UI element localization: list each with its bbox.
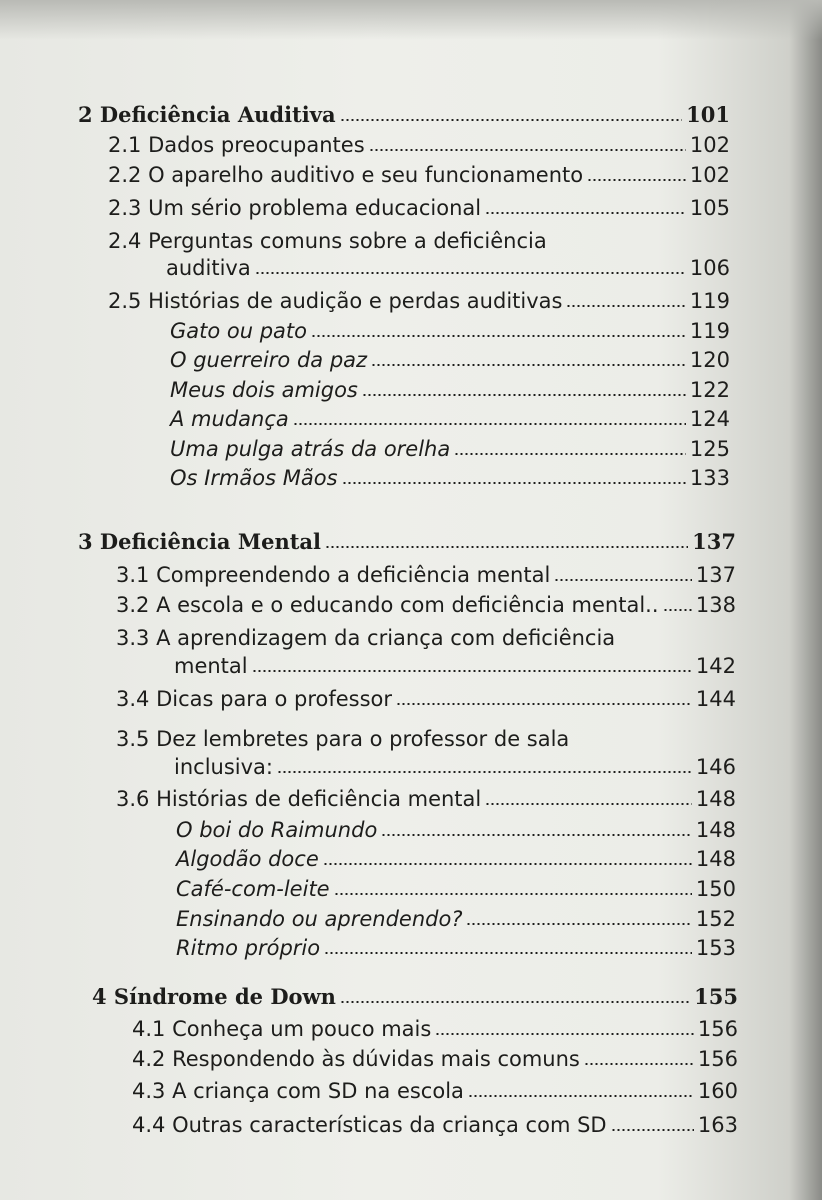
page-number: 156 bbox=[697, 1017, 738, 1041]
page-number: 124 bbox=[689, 407, 730, 431]
toc-entry bbox=[132, 1014, 738, 1044]
entry-label: 3.5 Dez lembretes para o professor de sala bbox=[116, 727, 570, 751]
page-number: 137 bbox=[695, 563, 736, 587]
entry-label: 2.3 Um sério problema educacional bbox=[108, 196, 482, 220]
page-number: 150 bbox=[695, 877, 736, 901]
page-number: 120 bbox=[689, 348, 730, 372]
page-number: 106 bbox=[689, 256, 730, 280]
toc-entry bbox=[116, 684, 736, 714]
page-number: 142 bbox=[695, 654, 736, 678]
page-number: 148 bbox=[695, 787, 736, 811]
toc-entry bbox=[108, 160, 730, 190]
story-title: Os Irmãos Mãos bbox=[170, 466, 338, 490]
entry-label: 3.4 Dicas para o professor bbox=[116, 687, 393, 711]
dot-leader bbox=[454, 453, 686, 455]
page-number: 102 bbox=[689, 133, 730, 157]
dot-leader bbox=[362, 394, 686, 396]
entry-label: 2.5 Histórias de audição e perdas auditivas bbox=[108, 289, 563, 313]
entry-label: 3.1 Compreendendo a deficiência mental bbox=[116, 563, 551, 587]
story-title: Café-com-leite bbox=[176, 877, 330, 901]
dot-leader bbox=[396, 703, 692, 705]
page-number: 102 bbox=[689, 163, 730, 187]
toc-entry-first-line bbox=[116, 724, 736, 754]
entry-label: 4.3 A criança com SD na escola bbox=[132, 1079, 464, 1103]
story-entry bbox=[170, 434, 730, 464]
page-number: 144 bbox=[695, 687, 736, 711]
story-entry bbox=[176, 844, 736, 874]
page-number: 133 bbox=[689, 466, 730, 490]
entry-label-continued: mental bbox=[174, 654, 248, 678]
story-title: O guerreiro da paz bbox=[170, 348, 368, 372]
dot-leader bbox=[255, 272, 686, 274]
page-number: 152 bbox=[695, 907, 736, 931]
dot-leader bbox=[252, 670, 692, 672]
dot-leader bbox=[293, 423, 686, 425]
entry-label: 3.6 Histórias de deficiência mental bbox=[116, 787, 482, 811]
dot-leader bbox=[334, 893, 692, 895]
entry-label: 2.2 O aparelho auditivo e seu funcionamento bbox=[108, 163, 584, 187]
toc-entry bbox=[108, 193, 730, 223]
story-entry bbox=[176, 904, 736, 934]
story-title: A mudança bbox=[170, 407, 289, 431]
entry-label: 3.3 A aprendizagem da criança com deficiência bbox=[116, 626, 616, 650]
dot-leader bbox=[466, 923, 691, 925]
story-title: Meus dois amigos bbox=[170, 378, 358, 402]
page-number: 153 bbox=[695, 936, 736, 960]
dot-leader bbox=[325, 546, 688, 548]
dot-leader bbox=[554, 579, 692, 581]
section-heading bbox=[92, 982, 738, 1012]
page-number: 155 bbox=[694, 984, 738, 1009]
story-entry bbox=[176, 874, 736, 904]
page-number: 119 bbox=[689, 289, 730, 313]
dot-leader bbox=[611, 1129, 694, 1131]
toc-entry bbox=[132, 1044, 738, 1074]
page-number: 122 bbox=[689, 378, 730, 402]
story-title: Uma pulga atrás da orelha bbox=[170, 437, 451, 461]
story-title: Gato ou pato bbox=[170, 319, 308, 343]
story-title: O boi do Raimundo bbox=[176, 818, 378, 842]
story-entry bbox=[170, 463, 730, 493]
toc-entry-first-line bbox=[116, 623, 736, 653]
dot-leader bbox=[324, 952, 692, 954]
story-title: Ensinando ou aprendendo? bbox=[176, 907, 463, 931]
story-entry bbox=[170, 345, 730, 375]
page-number: 101 bbox=[686, 102, 730, 127]
entry-label: 3.2 A escola e o educando com deficiência mental.. bbox=[116, 593, 659, 617]
page-number: 156 bbox=[697, 1047, 738, 1071]
dot-leader bbox=[381, 834, 692, 836]
dot-leader bbox=[311, 335, 686, 337]
toc-entry bbox=[132, 1076, 738, 1106]
dot-leader bbox=[584, 1063, 694, 1065]
dot-leader bbox=[340, 1001, 690, 1003]
story-entry bbox=[170, 404, 730, 434]
toc-entry-continuation bbox=[166, 253, 730, 283]
toc-entry-continuation bbox=[174, 752, 736, 782]
dot-leader bbox=[663, 609, 692, 611]
toc-entry bbox=[116, 590, 736, 620]
story-title: Algodão doce bbox=[176, 847, 319, 871]
page-number: 148 bbox=[695, 818, 736, 842]
section-heading bbox=[78, 527, 736, 557]
story-entry bbox=[176, 933, 736, 963]
section-title: 2 Deficiência Auditiva bbox=[78, 102, 336, 127]
toc-entry-continuation bbox=[174, 651, 736, 681]
toc-entry bbox=[116, 560, 736, 590]
toc-entry bbox=[108, 130, 730, 160]
entry-label: 4.4 Outras características da criança com SD bbox=[132, 1113, 607, 1137]
section-heading bbox=[78, 100, 730, 130]
dot-leader bbox=[340, 119, 683, 121]
toc-entry bbox=[108, 286, 730, 316]
toc-entry-first-line bbox=[108, 226, 730, 256]
page-number: 148 bbox=[695, 847, 736, 871]
entry-label-continued: auditiva bbox=[166, 256, 251, 280]
dot-leader bbox=[587, 179, 686, 181]
page-number: 160 bbox=[697, 1079, 738, 1103]
story-title: Ritmo próprio bbox=[176, 936, 321, 960]
page-number: 125 bbox=[689, 437, 730, 461]
page-number: 137 bbox=[692, 529, 736, 554]
page-number: 138 bbox=[695, 593, 736, 617]
page-number: 105 bbox=[689, 196, 730, 220]
dot-leader bbox=[468, 1095, 694, 1097]
entry-label: 2.4 Perguntas comuns sobre a deficiência bbox=[108, 229, 547, 253]
story-entry bbox=[170, 316, 730, 346]
dot-leader bbox=[342, 482, 686, 484]
entry-label-continued: inclusiva: bbox=[174, 755, 273, 779]
section-title: 4 Síndrome de Down bbox=[92, 984, 336, 1009]
dot-leader bbox=[435, 1033, 694, 1035]
page-number: 163 bbox=[697, 1113, 738, 1137]
dot-leader bbox=[277, 771, 692, 773]
toc-entry bbox=[116, 784, 736, 814]
story-entry bbox=[176, 815, 736, 845]
entry-label: 2.1 Dados preocupantes bbox=[108, 133, 365, 157]
toc-entry bbox=[132, 1110, 738, 1140]
story-entry bbox=[170, 375, 730, 405]
dot-leader bbox=[323, 863, 692, 865]
section-title: 3 Deficiência Mental bbox=[78, 529, 321, 554]
page-number: 119 bbox=[689, 319, 730, 343]
dot-leader bbox=[371, 364, 686, 366]
dot-leader bbox=[485, 212, 686, 214]
dot-leader bbox=[485, 803, 692, 805]
entry-label: 4.2 Respondendo às dúvidas mais comuns bbox=[132, 1047, 580, 1071]
page-number: 146 bbox=[695, 755, 736, 779]
dot-leader bbox=[369, 149, 686, 151]
dot-leader bbox=[566, 305, 685, 307]
entry-label: 4.1 Conheça um pouco mais bbox=[132, 1017, 432, 1041]
